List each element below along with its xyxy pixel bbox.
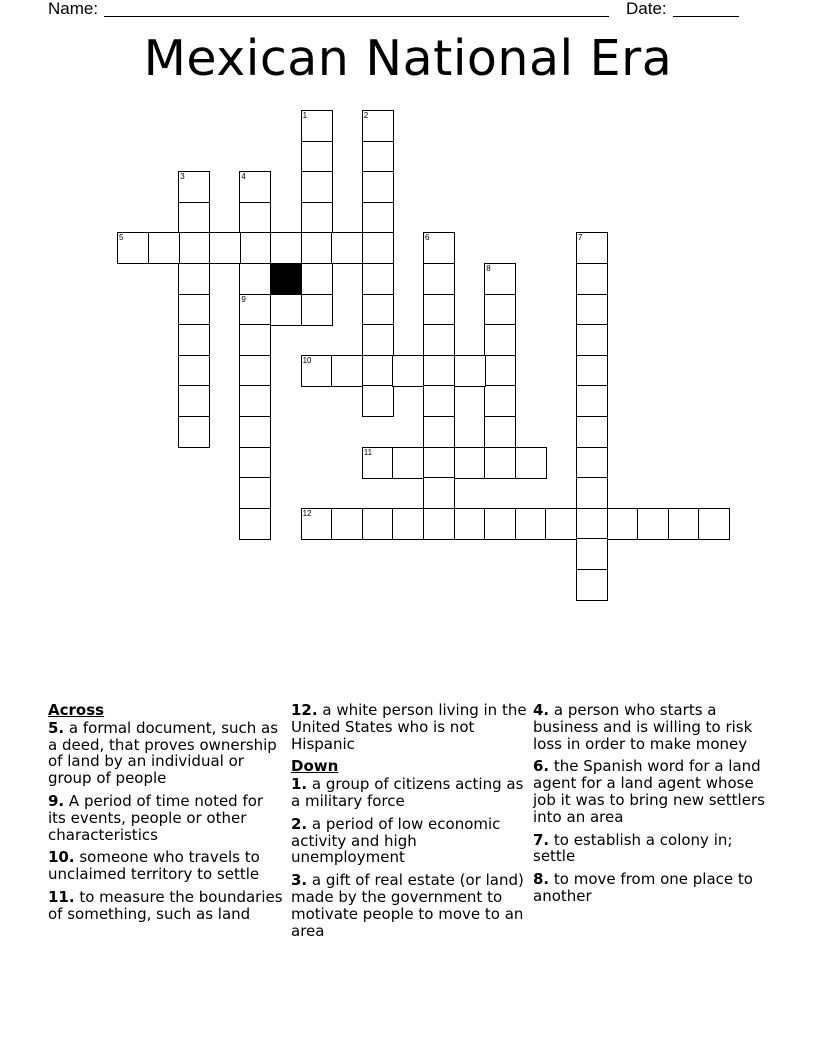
grid-cell[interactable]	[576, 232, 608, 264]
date-label: Date:	[626, 0, 667, 18]
grid-cell[interactable]	[270, 232, 302, 264]
grid-cell[interactable]	[239, 477, 271, 509]
grid-cell[interactable]	[576, 477, 608, 509]
clue-down-2: 2. a period of low economic activity and high unemployment	[291, 814, 501, 867]
grid-cell[interactable]	[362, 171, 394, 203]
clue-across-9: 9. A period of time noted for its events, people or other characteristics	[48, 791, 264, 844]
grid-cell[interactable]	[301, 263, 333, 295]
grid-cell[interactable]	[301, 232, 333, 264]
grid-cell[interactable]	[576, 263, 608, 295]
grid-cell[interactable]	[637, 508, 669, 540]
clue-column-3	[533, 702, 769, 911]
clue-column-1	[48, 702, 284, 929]
grid-cell[interactable]	[301, 355, 333, 387]
grid-cell[interactable]	[239, 324, 271, 356]
grid-cell[interactable]	[239, 232, 271, 264]
grid-cell[interactable]	[239, 447, 271, 479]
grid-cell[interactable]	[484, 324, 516, 356]
grid-cell[interactable]	[239, 508, 271, 540]
grid-cell[interactable]	[178, 385, 210, 417]
grid-cell[interactable]	[178, 294, 210, 326]
grid-cell[interactable]	[576, 447, 608, 479]
grid-cell[interactable]	[362, 324, 394, 356]
grid-cell[interactable]	[362, 355, 394, 387]
grid-cell[interactable]	[515, 447, 547, 479]
grid-cell[interactable]	[239, 416, 271, 448]
grid-cell[interactable]	[576, 355, 608, 387]
grid-cell[interactable]	[331, 232, 363, 264]
grid-cell[interactable]	[484, 263, 516, 295]
grid-cell[interactable]	[362, 508, 394, 540]
grid-cell[interactable]	[423, 416, 455, 448]
cell-number: 8	[486, 264, 491, 273]
grid-cell[interactable]	[362, 202, 394, 234]
grid-cell[interactable]	[423, 447, 455, 479]
grid-cell[interactable]	[301, 110, 333, 142]
grid-cell[interactable]	[362, 141, 394, 173]
grid-cell[interactable]	[423, 324, 455, 356]
grid-cell[interactable]	[484, 447, 516, 479]
grid-cell[interactable]	[545, 508, 577, 540]
clue-across-11: 11. to measure the boundaries of something, such as land	[48, 887, 283, 923]
grid-cell[interactable]	[454, 447, 486, 479]
clue-down-8: 8. to move from one place to another	[533, 870, 753, 905]
clue-down-3: 3. a gift of real estate (or land) made by the government to motivate people to move to an area	[291, 871, 524, 940]
grid-cell[interactable]	[178, 324, 210, 356]
grid-cell[interactable]	[331, 508, 363, 540]
grid-cell[interactable]	[178, 263, 210, 295]
grid-cell[interactable]	[301, 294, 333, 326]
grid-cell[interactable]	[423, 355, 455, 387]
grid-cell[interactable]	[239, 385, 271, 417]
clue-down-6: 6. the Spanish word for a land agent for a land agent whose job it was to bring new settlers into an area	[533, 757, 765, 826]
grid-cell[interactable]	[301, 171, 333, 203]
grid-cell[interactable]	[576, 294, 608, 326]
grid-cell[interactable]	[576, 385, 608, 417]
grid-cell[interactable]	[392, 508, 424, 540]
grid-cell[interactable]	[178, 232, 210, 264]
grid-cell[interactable]	[607, 508, 639, 540]
grid-cell[interactable]	[423, 477, 455, 509]
clue-across-5: 5. a formal document, such as a deed, that proves ownership of land by an individual or group of people	[48, 718, 279, 788]
grid-cell[interactable]	[270, 294, 302, 326]
cell-number: 7	[578, 233, 583, 243]
across-heading: Across	[48, 701, 105, 719]
grid-cell[interactable]	[362, 447, 394, 479]
grid-cell[interactable]	[423, 294, 455, 326]
grid-cell[interactable]	[515, 508, 547, 540]
grid-cell[interactable]	[392, 447, 424, 479]
grid-cell[interactable]	[362, 385, 394, 417]
grid-cell[interactable]	[239, 263, 271, 295]
grid-cell[interactable]	[209, 232, 241, 264]
grid-cell[interactable]	[178, 171, 210, 203]
grid-cell[interactable]	[362, 110, 394, 142]
clue-across-10: 10. someone who travels to unclaimed territory to settle	[48, 848, 260, 884]
grid-cell[interactable]	[362, 263, 394, 295]
grid-cell[interactable]	[576, 416, 608, 448]
grid-cell[interactable]	[362, 294, 394, 326]
grid-cell[interactable]	[362, 232, 394, 264]
grid-cell[interactable]	[576, 324, 608, 356]
grid-cell[interactable]	[423, 263, 455, 295]
grid-cell[interactable]	[454, 508, 486, 540]
grid-cell[interactable]	[484, 385, 516, 417]
cell-number: 12	[302, 508, 312, 518]
grid-cell[interactable]	[454, 355, 486, 387]
grid-cell[interactable]	[423, 385, 455, 417]
page-title: Mexican National Era	[143, 30, 673, 87]
grid-cell[interactable]	[178, 355, 210, 387]
grid-cell[interactable]	[239, 171, 271, 203]
clue-down-7: 7. to establish a colony in; settle	[533, 830, 733, 866]
cell-number: 6	[425, 233, 430, 243]
name-label: Name:	[48, 0, 99, 18]
grid-cell[interactable]	[392, 355, 424, 387]
clue-across-12: 12. a white person living in the United States who is not Hispanic	[291, 701, 527, 753]
grid-cell[interactable]	[576, 569, 608, 601]
cell-number: 9	[241, 294, 246, 304]
grid-cell[interactable]	[423, 508, 455, 540]
grid-cell[interactable]	[423, 232, 455, 264]
black-cell	[270, 263, 302, 295]
grid-cell[interactable]	[239, 294, 271, 326]
cell-number: 2	[363, 111, 369, 120]
cell-number: 10	[302, 355, 312, 365]
down-heading: Down	[291, 757, 339, 776]
grid-cell[interactable]	[698, 508, 730, 540]
grid-cell[interactable]	[484, 508, 516, 540]
grid-cell[interactable]	[178, 202, 210, 234]
cell-number: 11	[363, 447, 373, 457]
cell-number: 5	[119, 233, 124, 243]
grid-cell[interactable]	[178, 416, 210, 448]
grid-cell[interactable]	[301, 508, 333, 540]
clue-column-2	[291, 702, 527, 945]
grid-cell[interactable]	[484, 416, 516, 448]
cell-number: 1	[302, 111, 308, 120]
grid-cell[interactable]	[668, 508, 700, 540]
grid-cell[interactable]	[117, 232, 149, 264]
clue-down-4: 4. a person who starts a business and is willing to risk loss in order to make money	[533, 701, 753, 753]
grid-cell[interactable]	[484, 355, 516, 387]
cell-number: 4	[241, 172, 246, 182]
grid-cell[interactable]	[576, 508, 608, 540]
grid-cell[interactable]	[148, 232, 180, 264]
grid-cell[interactable]	[484, 294, 516, 326]
cell-number: 3	[180, 172, 185, 182]
clue-down-1: 1. a group of citizens acting as a military force	[291, 775, 524, 810]
grid-cell[interactable]	[239, 202, 271, 234]
grid-cell[interactable]	[576, 538, 608, 570]
grid-cell[interactable]	[331, 355, 363, 387]
grid-cell[interactable]	[301, 202, 333, 234]
grid-cell[interactable]	[301, 141, 333, 173]
grid-cell[interactable]	[239, 355, 271, 387]
